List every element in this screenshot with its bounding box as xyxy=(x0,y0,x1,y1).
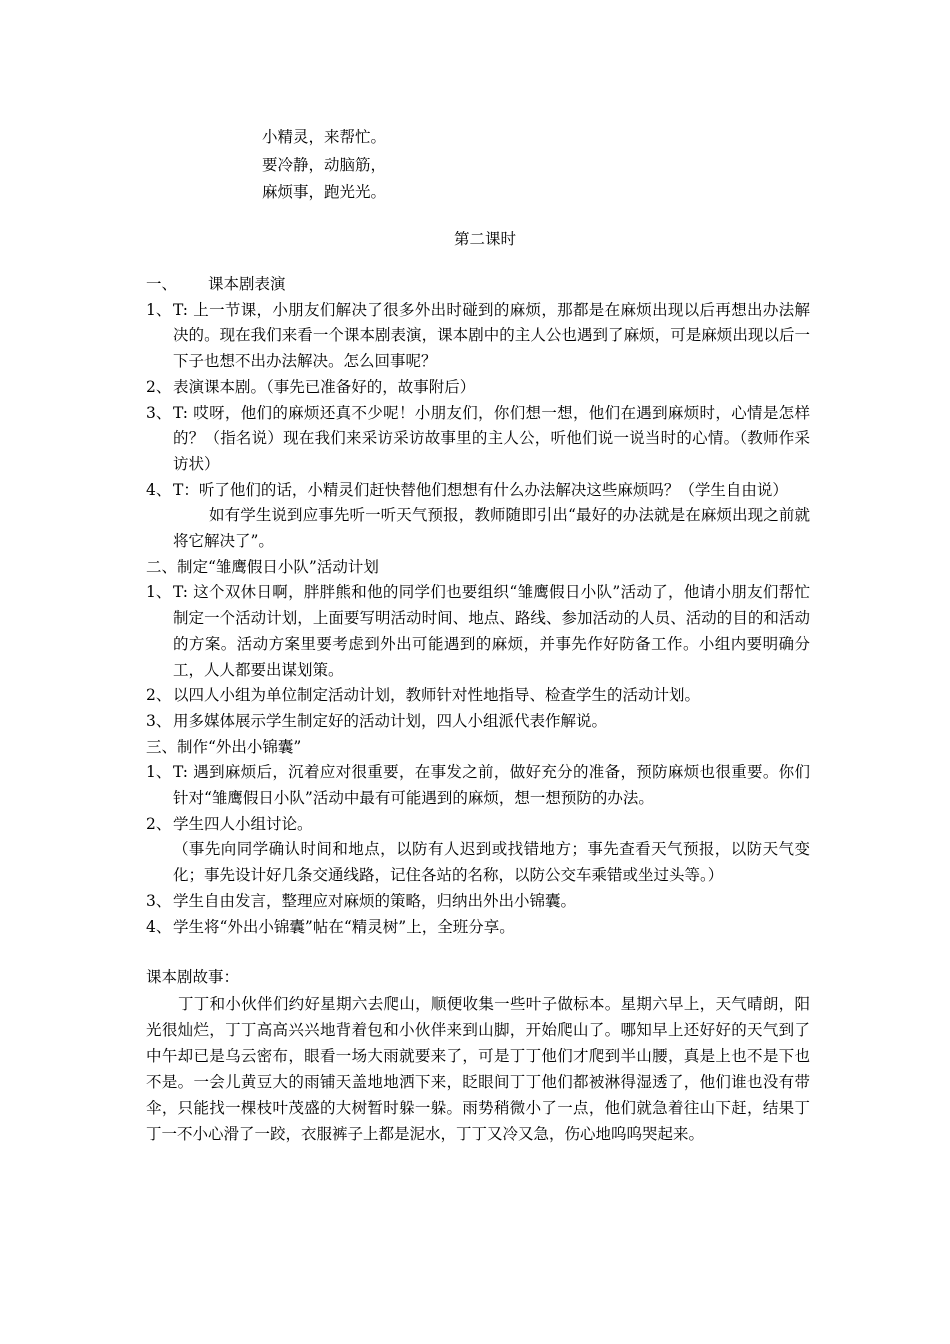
rhyme-line: 小精灵，来帮忙。 xyxy=(262,128,387,146)
item-text: 学生将“外出小锦囊”帖在“精灵树”上，全班分享。 xyxy=(173,917,515,936)
list-item xyxy=(146,812,810,838)
item-text: T: 哎呀，他们的麻烦还真不少呢！小朋友们，你们想一想，他们在遇到麻烦时，心情是怎样的？（指名说）现在我们来采访采访故事里的主人公，听他们说一说当时的心情。（教师作采访状） xyxy=(173,403,810,473)
item-text: T：听了他们的话，小精灵们赶快替他们想想有什么办法解决这些麻烦吗？（学生自由说） xyxy=(173,480,788,499)
item-text: T: 这个双休日啊，胖胖熊和他的同学们也要组织“雏鹰假日小队”活动了，他请小朋友们帮忙制定一个活动计划，上面要写明活动时间、地点、路线、参加活动的人员、活动的目的和活动的方案。活动方案里要考虑到外出可能遇到的麻烦，并事先作好防备工作。小组内要明确分工，人人都要出谋划策。 xyxy=(173,583,810,679)
section-title: 课本剧表演 xyxy=(208,275,286,293)
list-item xyxy=(146,375,810,401)
item-text: T: 上一节课，小朋友们解决了很多外出时碰到的麻烦，那都是在麻烦出现以后再想出办法解决的。现在我们来看一个课本剧表演，课本剧中的主人公也遇到了麻烦，可是麻烦出现以后一下子也想不出办法解决。怎么回事呢？ xyxy=(173,300,810,371)
list-item xyxy=(146,401,810,478)
item-number: 1、 xyxy=(146,763,172,782)
item-number: 1、 xyxy=(146,583,172,602)
item-number: 3、 xyxy=(146,403,172,422)
item-text: 以四人小组为单位制定活动计划，教师针对性地指导、检查学生的活动计划。 xyxy=(173,686,701,705)
list-item xyxy=(146,683,810,709)
story-title: 课本剧故事： xyxy=(146,968,240,987)
spacer xyxy=(146,940,810,965)
lesson-heading: 第二课时 xyxy=(453,230,516,248)
list-item xyxy=(146,760,810,811)
item-number: 2、 xyxy=(146,814,172,833)
section-3-heading: 三、制作“外出小锦囊” xyxy=(146,737,302,756)
lesson-body xyxy=(146,272,810,1147)
rhyme xyxy=(262,124,386,207)
item-text: 表演课本剧。（事先已准备好的，故事附后） xyxy=(173,377,476,396)
item-number: 3、 xyxy=(146,711,172,730)
item-number: 2、 xyxy=(146,686,172,705)
section-1-heading xyxy=(146,272,810,298)
item-number: 3、 xyxy=(146,891,172,910)
rhyme-line: 麻烦事，跑光光。 xyxy=(262,183,387,201)
item-text: 学生四人小组讨论。 xyxy=(173,814,313,833)
section-2-heading: 二、制定“雏鹰假日小队”活动计划 xyxy=(146,557,379,576)
item-number: 1、 xyxy=(146,300,172,319)
section-3-note: （事先向同学确认时间和地点，以防有人迟到或找错地方；事先查看天气预报，以防天气变化；事先设计好几条交通线路，记住各站的名称，以防公交车乘错或坐过头等。） xyxy=(173,840,810,885)
rhyme-line: 要冷静，动脑筋， xyxy=(262,155,387,174)
section-number: 一、 xyxy=(146,275,178,293)
list-item xyxy=(146,580,810,683)
list-item xyxy=(146,889,810,915)
list-item xyxy=(146,298,810,375)
section-1-note: 如有学生说到应事先听一听天气预报，教师随即引出“最好的办法就是在麻烦出现之前就将它解决了”。 xyxy=(173,506,810,551)
item-number: 4、 xyxy=(146,480,172,499)
item-text: 学生自由发言，整理应对麻烦的策略，归纳出外出小锦囊。 xyxy=(173,891,577,910)
item-text: 用多媒体展示学生制定好的活动计划，四人小组派代表作解说。 xyxy=(173,711,608,730)
story-paragraph: 丁丁和小伙伴们约好星期六去爬山，顺便收集一些叶子做标本。星期六早上，天气晴朗，阳光很灿烂，丁丁高高兴兴地背着包和小伙伴来到山脚，开始爬山了。哪知早上还好好的天气到了中午却已是乌云密布，眼看一场大雨就要来了，可是丁丁他们才爬到半山腰，真是上也不是下也不是。一会儿黄豆大的雨铺天盖地地洒下来，眨眼间丁丁他们都被淋得湿透了，他们谁也没有带伞，只能找一棵枝叶茂盛的大树暂时躲一躲。雨势稍微小了一点，他们就急着往山下赶，结果丁丁一不小心滑了一跤，衣服裤子上都是泥水，丁丁又冷又急，伤心地呜呜哭起来。 xyxy=(146,994,810,1143)
list-item xyxy=(146,478,810,504)
list-item xyxy=(146,709,810,735)
item-number: 4、 xyxy=(146,917,172,936)
item-number: 2、 xyxy=(146,377,172,396)
item-text: T: 遇到麻烦后，沉着应对很重要，在事发之前，做好充分的准备，预防麻烦也很重要。你们针对“雏鹰假日小队”活动中最有可能遇到的麻烦，想一想预防的办法。 xyxy=(173,763,810,808)
list-item xyxy=(146,915,810,941)
